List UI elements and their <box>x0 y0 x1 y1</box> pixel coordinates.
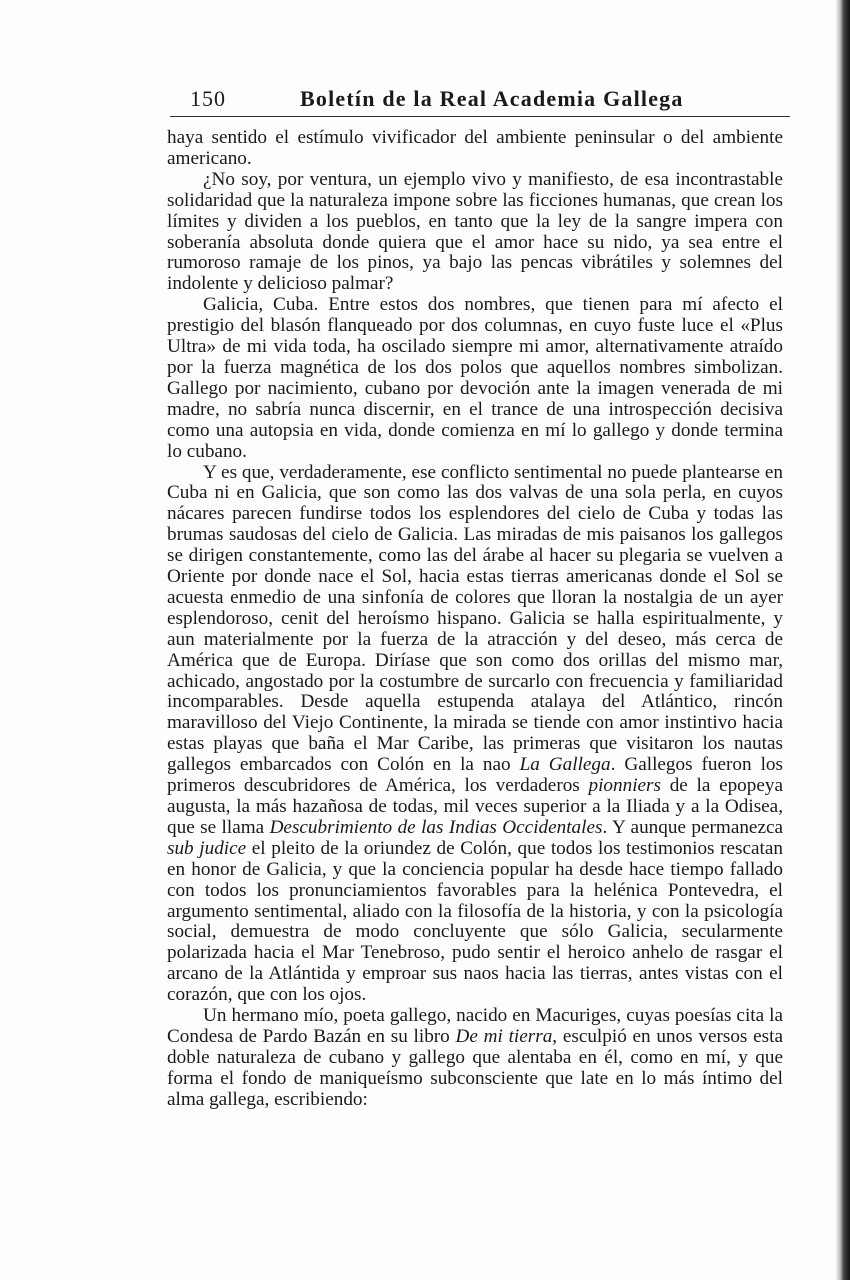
running-title: Boletín de la Real Academia Gallega <box>300 86 684 111</box>
text-run: Galicia, Cuba. Entre estos dos nombres, que tienen para mí afecto el prestigio del blasón flanqueado por dos columnas, en cuyo fuste luce el «Plus Ultra» de mi vida toda, ha oscilado siempre mi amor, alternativamente atraído por la fuerza magnética de los dos polos que aquellos nombres simbolizan. Gallego por nacimiento, cubano por devoción ante la imagen venerada de mi madre, no sabría nunca discernir, en el trance de una introspección decisiva como una autopsia en vida, donde comienza en mí lo gallego y donde termina lo cubano. <box>167 294 783 462</box>
italic-text-run: pionniers <box>588 775 661 797</box>
running-header <box>170 80 790 117</box>
paragraph <box>167 170 783 295</box>
italic-text-run: Descubrimiento de las Indias Occidentales <box>269 816 603 838</box>
text-run: . Gallegos fueron los primeros descubridores de América, los verdaderos <box>167 754 783 797</box>
italic-text-run: sub judice <box>167 837 247 859</box>
page-edge-shadow <box>836 0 850 1280</box>
text-run: haya sentido el estímulo vivificador del ambiente peninsular o del ambiente americano. <box>167 127 783 169</box>
body-text <box>167 128 783 1111</box>
paragraph <box>167 295 783 462</box>
text-run: ¿No soy, por ventura, un ejemplo vivo y manifiesto, de esa incontrastable solidaridad que la naturaleza impone sobre las ficciones humanas, que crean los límites y dividen a los pueblos, en tanto que la ley de la sangre impera con soberanía absoluta donde quiera que el amor hace su nido, ya sea entre el rumoroso ramaje de los pinos, ya bajo las pencas vibrátiles y solemnes del indolente y delicioso palmar? <box>167 168 783 295</box>
text-run: de la epopeya augusta, la más hazañosa de todas, mil veces superior a la Iliada y a la Odisea, que se llama <box>167 775 783 838</box>
text-run: , esculpió en unos versos esta doble naturaleza de cubano y gallego que alentaba en él, como en mí, y que forma el fondo de maniqueísmo subconsciente que late en lo más íntimo del alma gallega, escribiendo: <box>167 1025 783 1110</box>
paragraph <box>167 128 783 170</box>
text-run: Un hermano mío, poeta gallego, nacido en Macuriges, cuyas poesías cita la Condesa de Pardo Bazán en su libro <box>167 1005 783 1047</box>
italic-text-run: De mi tierra <box>455 1025 553 1047</box>
text-run: . Y aunque permanezca <box>602 816 783 838</box>
italic-text-run: La Gallega <box>519 754 611 776</box>
paragraph <box>167 463 783 1007</box>
text-run: el pleito de la oriundez de Colón, que todos los testimonios rescatan en honor de Galicia, y que la conciencia popular ha desde hace tiempo fallado con todos los pronunciamientos favorables para la helénica Pontevedra, el argumento sentimental, aliado con la filosofía de la historia, y con la psicología social, demuestra de modo concluyente que sólo Galicia, secularmente polarizada hacia el Mar Tenebroso, pudo sentir el heroico anhelo de rasgar el arcano de la Atlántida y emproar sus naos hacia las tierras, antes vistas con el corazón, que con los ojos. <box>167 837 783 1006</box>
text-run: Y es que, verdaderamente, ese conflicto sentimental no puede plantearse en Cuba ni en Galicia, que son como las dos valvas de una sola perla, en cuyos nácares parecen fundirse todos los esplendores del cielo de Cuba y todas las brumas saudosas del cielo de Galicia. Las miradas de mis paisanos los gallegos se dirigen constantemente, como las del árabe al hacer su plegaria se vuelven a Oriente por donde nace el Sol, hacia estas tierras americanas donde el Sol se acuesta enmedio de una sinfonía de colores que lloran la nostalgia de un ayer esplendoroso, cenit del heroísmo hispano. Galicia se halla espiritualmente, y aun materialmente por la fuerza de la atracción y del deseo, más cerca de América que de Europa. Diríase que son como dos orillas del mismo mar, achicado, angostado por la costumbre de surcarlo con frecuencia y familiaridad incomparables. Desde aquella estupenda atalaya del Atlántico, rincón maravilloso del Viejo Continente, la mirada se tiende con amor instintivo hacia estas playas que baña el Mar Caribe, las primeras que visitaron los nautas gallegos embarcados con Colón en la nao <box>167 461 783 776</box>
paragraph <box>167 1006 783 1111</box>
page-number: 150 <box>190 86 226 111</box>
